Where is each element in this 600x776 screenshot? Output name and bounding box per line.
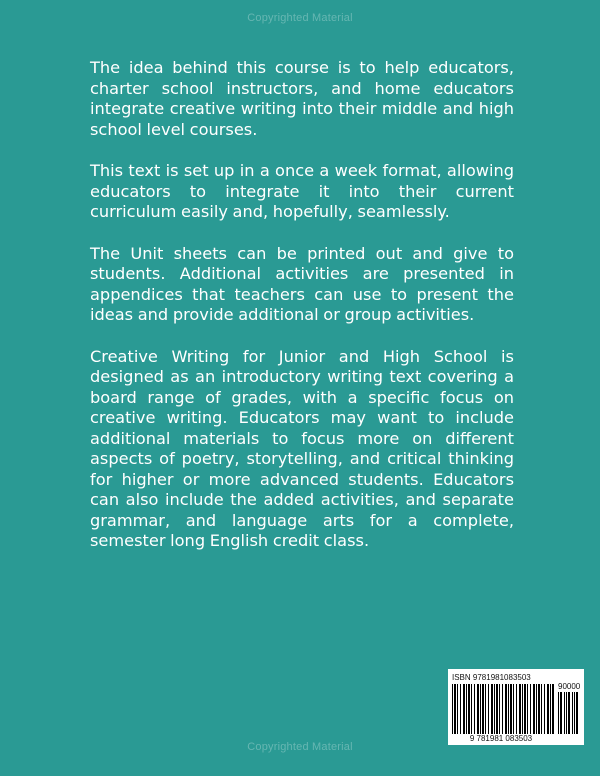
copyright-watermark-bottom: Copyrighted Material [247,741,353,753]
isbn-barcode [448,669,584,745]
paragraph-weekly-format: This text is set up in a once a week format, allowing educators to integrate it into their current curriculum easily and, hopefully, seamlessly. [90,161,514,221]
barcode-bars [452,684,554,734]
price-barcode-bars [558,692,580,734]
back-cover-description [90,58,514,573]
paragraph-unit-sheets: The Unit sheets can be printed out and give to students. Additional activities are presented in appendices that teachers can use to present the ideas and provide additional or group activities. [90,243,514,324]
paragraph-book-design: Creative Writing for Junior and High School is designed as an introductory writing text covering a board range of grades, with a specific focus on creative writing. Educators may want to include additional materials to focus more on different aspects of poetry, storytelling, and critical thinking for higher or more advanced students. Educators can also include the added activities, and separate grammar, and language arts for a complete, semester long English credit class. [90,346,514,550]
price-code: 90000 [558,682,581,691]
paragraph-course-idea: The idea behind this course is to help educators, charter school instructors, and home educators integrate creative writing into their middle and high school level courses. [90,58,514,139]
barcode-digits: 9 781981 083503 [448,734,554,743]
copyright-watermark-top: Copyrighted Material [247,12,353,24]
isbn-label: ISBN 9781981083503 [452,673,531,682]
